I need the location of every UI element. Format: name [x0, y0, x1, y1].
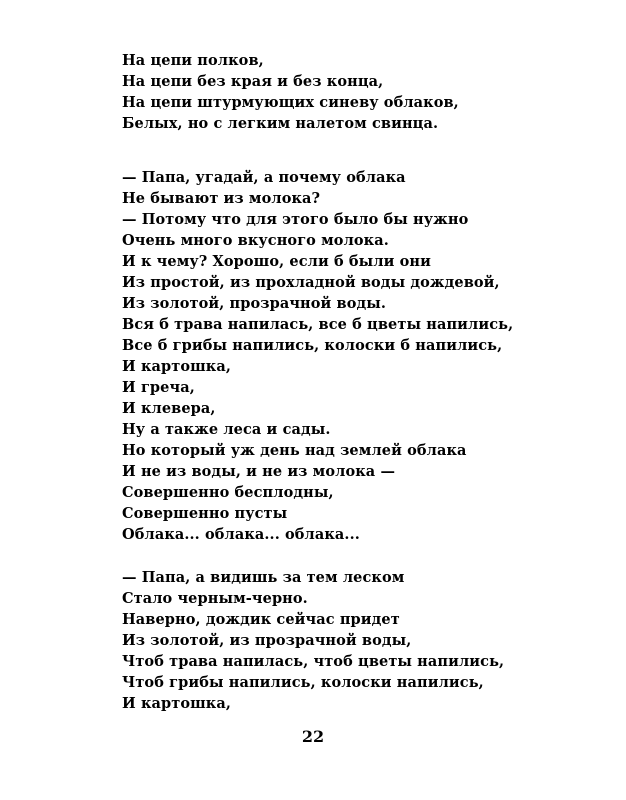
poem-line: Чтоб трава напилась, чтоб цветы напились, — [122, 653, 505, 670]
poem-line: Из золотой, из прозрачной воды, — [122, 632, 412, 649]
poem-line: — Папа, угадай, а почему облака — [122, 169, 406, 186]
poem-line: Совершенно пусты — [122, 505, 288, 522]
poem-line: Из простой, из прохладной воды дождевой, — [122, 274, 500, 291]
poem-line: Но который уж день над землей облака — [122, 442, 467, 459]
stanza-1 — [122, 50, 562, 134]
poem-line: И греча, — [122, 379, 195, 396]
poem-line: На цепи без края и без конца, — [122, 73, 384, 90]
poem-line: На цепи полков, — [122, 52, 264, 69]
poem-line: И картошка, — [122, 695, 232, 712]
poem-line: Ну а также леса и сады. — [122, 421, 331, 438]
poem-line: Наверно, дождик сейчас придет — [122, 611, 400, 628]
poem-line: Из золотой, прозрачной воды. — [122, 295, 387, 312]
poem-line: И к чему? Хорошо, если б были они — [122, 253, 431, 270]
poem-line: Облака... облака... облака... — [122, 526, 360, 543]
page-number: 22 — [301, 727, 325, 746]
poem-line: Стало черным-черно. — [122, 590, 308, 607]
poem-line: — Папа, а видишь за тем леском — [122, 569, 405, 586]
poem-line: — Потому что для этого было бы нужно — [122, 211, 469, 228]
poem-line: Не бывают из молока? — [122, 190, 321, 207]
poem-line: На цепи штурмующих синеву облаков, — [122, 94, 459, 111]
poem-line: И не из воды, и не из молока — — [122, 463, 396, 480]
poem-line: Белых, но с легким налетом свинца. — [122, 115, 439, 132]
poem-line: И картошка, — [122, 358, 232, 375]
poem-line: Вся б трава напилась, все б цветы напились, — [122, 316, 514, 333]
poem-line: Все б грибы напились, колоски б напились, — [122, 337, 503, 354]
poem-line: Чтоб грибы напились, колоски напились, — [122, 674, 484, 691]
poem-line: И клевера, — [122, 400, 216, 417]
poem-line: Очень много вкусного молока. — [122, 232, 389, 249]
stanza-3 — [122, 567, 562, 714]
stanza-2 — [122, 167, 562, 545]
poem-line: Совершенно бесплодны, — [122, 484, 334, 501]
